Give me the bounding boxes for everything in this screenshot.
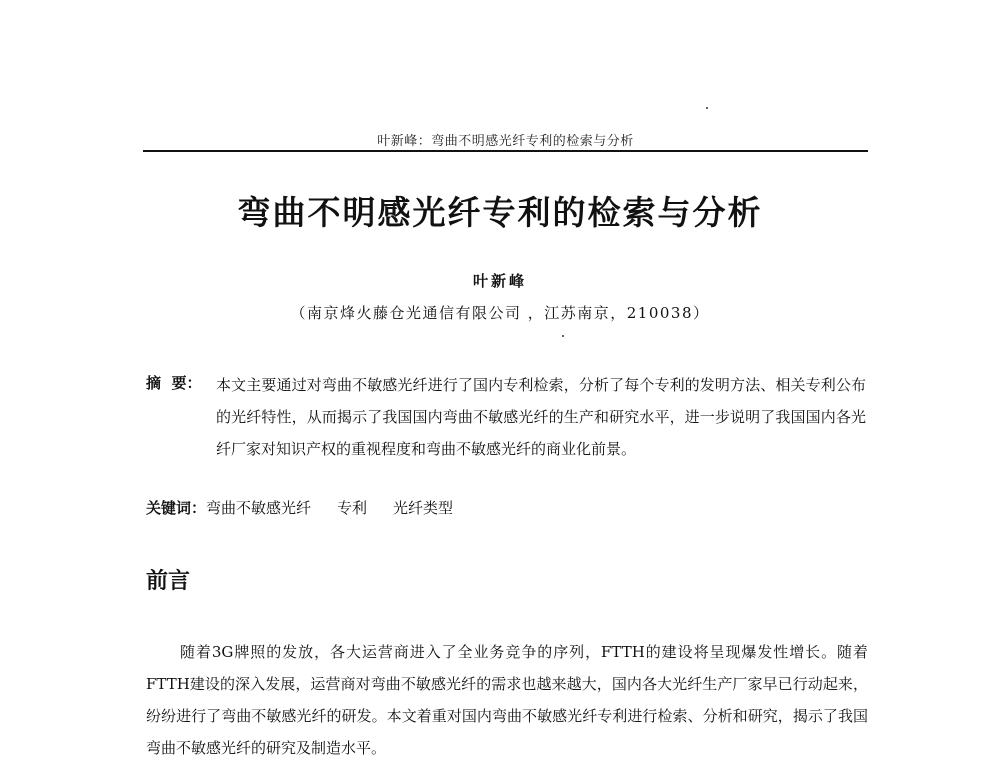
running-head: 叶新峰：弯曲不明感光纤专利的检索与分析	[377, 134, 634, 149]
author-name: 叶新峰	[472, 272, 527, 290]
abstract-text: 本文主要通过对弯曲不敏感光纤进行了国内专利检索，分析了每个专利的发明方法、相关专利公布的光纤特性，从而揭示了我国国内弯曲不敏感光纤的生产和研究水平，进一步说明了我国国内各光纤厂家对知识产权的重视程度和弯曲不敏感光纤的商业化前景。	[216, 376, 866, 458]
keyword-item: 弯曲不敏感光纤	[206, 499, 312, 517]
keyword-item: 专利	[337, 499, 368, 517]
keyword-item: 光纤类型	[393, 499, 454, 517]
keywords-label: 关键词：	[146, 499, 207, 517]
scan-speck	[706, 107, 708, 109]
paper-title: 弯曲不明感光纤专利的检索与分析	[237, 193, 763, 232]
section-heading: 前言	[146, 569, 191, 594]
scan-speck	[562, 335, 564, 337]
keywords-row	[146, 497, 479, 518]
abstract-label: 摘 要：	[146, 374, 202, 392]
body-paragraph: 随着3G牌照的发放，各大运营商进入了全业务竞争的序列，FTTH的建设将呈现爆发性增长。随着FTTH建设的深入发展，运营商对弯曲不敏感光纤的需求也越来越大，国内各大光纤生产厂家早已行动起来，纷纷进行了弯曲不敏感光纤的研发。本文着重对国内弯曲不敏感光纤专利进行检索、分析和研究，揭示了我国弯曲不敏感光纤的研究及制造水平。	[146, 643, 868, 757]
header-rule	[143, 150, 868, 152]
author-affiliation: （南京烽火藤仓光通信有限公司 ，江苏南京，210038）	[290, 304, 710, 322]
